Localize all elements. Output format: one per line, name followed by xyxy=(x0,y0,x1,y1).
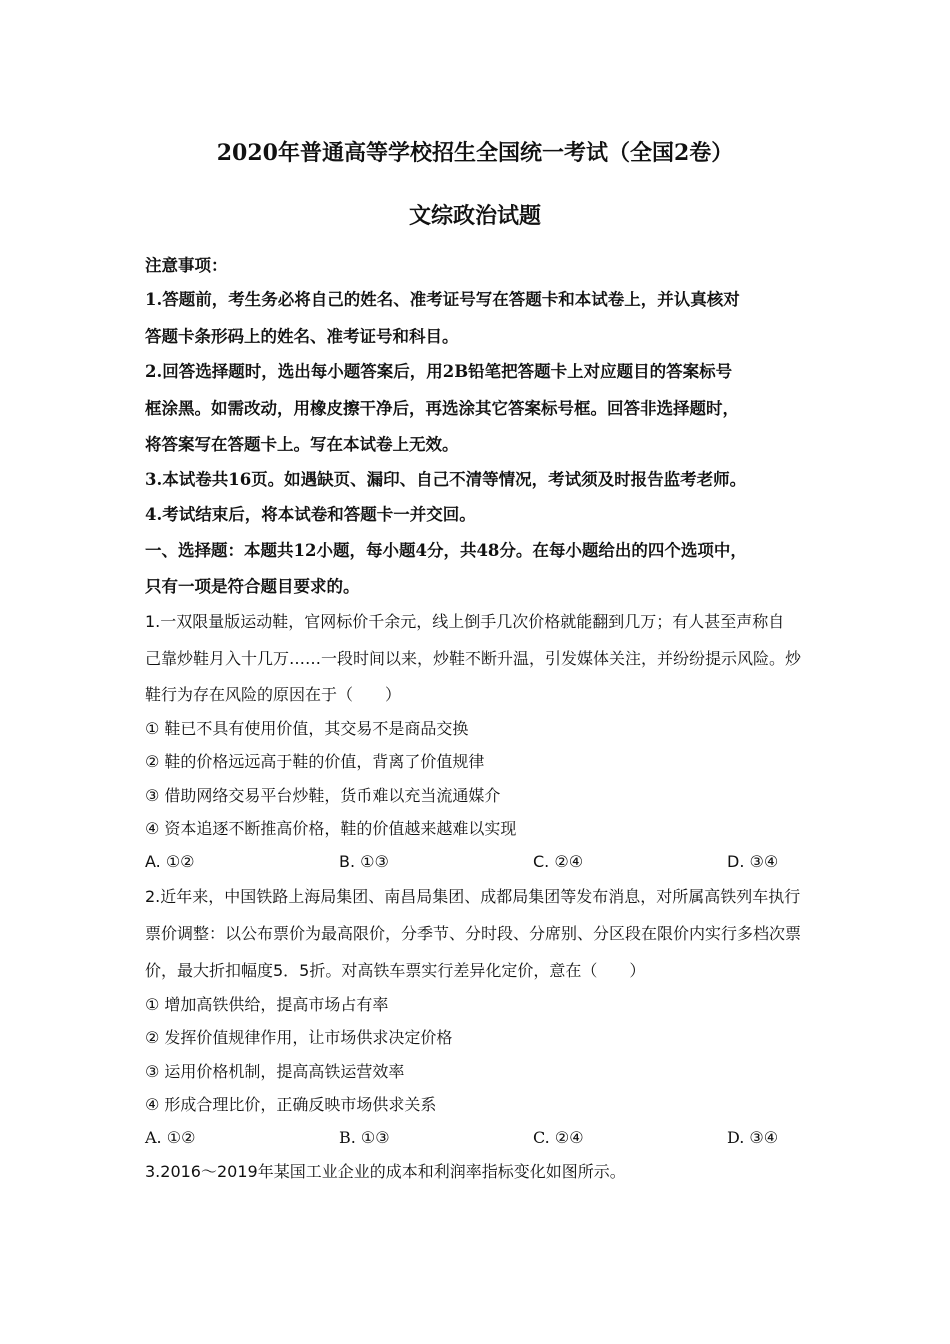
question-statement: ① 增加高铁供给，提高市场占有率 xyxy=(145,995,389,1014)
question-stem-line: 价，最大折扣幅度5．5折。对高铁车票实行差异化定价，意在（ ） xyxy=(145,961,646,980)
question-statement: ③ 借助网络交易平台炒鞋，货币难以充当流通媒介 xyxy=(145,786,501,805)
question-statement: ④ 形成合理比价，正确反映市场供求关系 xyxy=(145,1095,437,1114)
notice-line: 3.本试卷共16页。如遇缺页、漏印、自己不清等情况，考试须及时报告监考老师。 xyxy=(145,470,747,489)
answer-option-c: C. ②④ xyxy=(533,1128,584,1147)
notice-line: 答题卡条形码上的姓名、准考证号和科目。 xyxy=(145,327,459,346)
section-heading: 只有一项是符合题目要求的。 xyxy=(145,577,360,596)
question-statement: ② 发挥价值规律作用，让市场供求决定价格 xyxy=(145,1028,453,1047)
notice-heading: 注意事项： xyxy=(145,256,228,275)
answer-option-b: B. ①③ xyxy=(339,852,389,871)
question-stem-line: 2.近年来，中国铁路上海局集团、南昌局集团、成都局集团等发布消息，对所属高铁列车执行 xyxy=(145,887,801,906)
notice-line: 4.考试结束后，将本试卷和答题卡一并交回。 xyxy=(145,505,476,524)
question-statement: ③ 运用价格机制，提高高铁运营效率 xyxy=(145,1062,405,1081)
exam-title: 2020年普通高等学校招生全国统一考试（全国2卷） xyxy=(216,140,734,166)
question-statement: ① 鞋已不具有使用价值，其交易不是商品交换 xyxy=(145,719,469,738)
notice-line: 将答案写在答题卡上。写在本试卷上无效。 xyxy=(145,435,459,454)
question-stem-line: 己靠炒鞋月入十几万……一段时间以来，炒鞋不断升温，引发媒体关注，并纷纷提示风险。炒 xyxy=(145,649,802,668)
question-stem-line: 1.一双限量版运动鞋，官网标价千余元，线上倒手几次价格就能翻到几万；有人甚至声称自 xyxy=(145,612,785,631)
answer-option-a: A. ①② xyxy=(145,1128,196,1147)
notice-line: 2.回答选择题时，选出每小题答案后，用2B铅笔把答题卡上对应题目的答案标号 xyxy=(145,362,733,381)
answer-option-a: A. ①② xyxy=(145,852,195,871)
question-stem-line: 3.2016～2019年某国工业企业的成本和利润率指标变化如图所示。 xyxy=(145,1162,626,1181)
notice-line: 框涂黑。如需改动，用橡皮擦干净后，再选涂其它答案标号框。回答非选择题时， xyxy=(145,399,739,418)
question-statement: ② 鞋的价格远远高于鞋的价值，背离了价值规律 xyxy=(145,752,485,771)
question-statement: ④ 资本追逐不断推高价格，鞋的价值越来越难以实现 xyxy=(145,819,517,838)
question-stem-line: 票价调整：以公布票价为最高限价，分季节、分时段、分席别、分区段在限价内实行多档次票 xyxy=(145,924,802,943)
answer-option-d: D. ③④ xyxy=(727,1128,779,1147)
answer-option-d: D. ③④ xyxy=(727,852,779,871)
answer-option-c: C. ②④ xyxy=(533,852,584,871)
answer-option-b: B. ①③ xyxy=(339,1128,390,1147)
notice-line: 1.答题前，考生务必将自己的姓名、准考证号写在答题卡和本试卷上，并认真核对 xyxy=(145,290,740,309)
exam-subtitle: 文综政治试题 xyxy=(408,203,541,229)
section-heading: 一、选择题：本题共12小题，每小题4分，共48分。在每小题给出的四个选项中， xyxy=(145,541,747,560)
question-stem-line: 鞋行为存在风险的原因在于（ ） xyxy=(145,685,402,704)
